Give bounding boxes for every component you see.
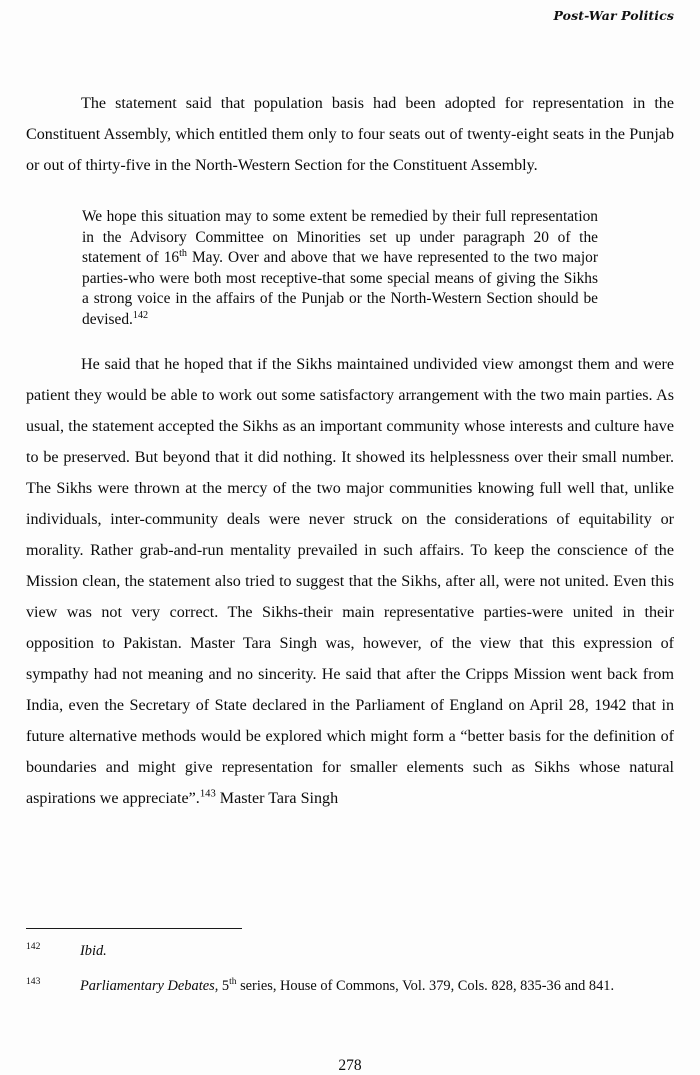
running-header: Post-War Politics: [553, 8, 674, 23]
ordinal-suffix-sup: th: [179, 248, 187, 260]
paragraph-two-text-b: Master Tara Singh: [215, 789, 339, 807]
footnote-entry-143: [26, 976, 674, 997]
blockquote-text-part-two: May. Over and above that we have represented to the two major parties-who were both most receptive-that some special means of giving the Sikhs a strong voice in the affairs of the Punjab or the North-Western Section should be devised.: [82, 249, 598, 328]
blockquote-text-part-one: We hope this situation may to some extent be remedied by their full representation in the Advisory Committee on Minorities set up under paragraph 20 of the statement of 16: [82, 208, 598, 267]
footnote-text-142: [80, 941, 674, 962]
page-number: 278: [338, 1057, 362, 1071]
footnote-text-143: [80, 976, 674, 997]
footnote-marker-143[interactable]: 143: [199, 788, 216, 800]
footnote-separator-rule: [26, 928, 242, 929]
footnote-section: [26, 928, 674, 1011]
footnote-number-142: 142: [26, 941, 41, 952]
footnote-pre-ordinal-143: , 5: [214, 978, 230, 994]
footnote-italic-title-142: Ibid.: [80, 943, 107, 959]
footnote-entry-142: [26, 941, 674, 962]
paragraph-two: [26, 349, 674, 814]
footnote-italic-title-143: Parliamentary Debates: [80, 978, 215, 994]
footnote-ordinal-sup-143: th: [229, 977, 237, 988]
footnote-rest-143: series, House of Commons, Vol. 379, Cols. 828, 835-36 and 841.: [236, 978, 615, 994]
paragraph-two-text-a: He said that he hoped that if the Sikhs maintained undivided view amongst them and were patient they would be able to work out some satisfactory arrangement with the two main parties. As usual, the statement accepted the Sikhs as an important community whose interests and culture have to be preserved. But beyond that it did nothing. It showed its helplessness over their small number. The Sikhs were thrown at the mercy of the two major communities knowing full well that, unlike individuals, inter-community deals were never struck on the considerations of equitability or morality. Rather grab-and-run mentality prevailed in such affairs. To keep the conscience of the Mission clean, the statement also tried to suggest that the Sikhs, after all, were not united. Even this view was not very correct. The Sikhs-their main representative parties-were united in their opposition to Pakistan. Master Tara Singh was, however, of the view that this expression of sympathy had not meaning and no sincerity. He said that after the Cripps Mission went back from India, even the Secretary of State declared in the Parliament of England on April 28, 1942 that in future alternative methods would be explored which might form a “better basis for the definition of boundaries and might give representation for smaller elements such as Sikhs whose natural aspirations we appreciate”.: [26, 355, 674, 807]
footnote-number-143: 143: [26, 976, 41, 987]
block-quotation: [82, 207, 598, 331]
page-body-content: [26, 88, 674, 814]
paragraph-one: The statement said that population basis had been adopted for representation in the Constituent Assembly, which entitled them only to four seats out of twenty-eight seats in the Punjab or out of thirty-five in the North-Western Section for the Constituent Assembly.: [26, 95, 674, 174]
footnote-marker-142[interactable]: 142: [132, 309, 149, 321]
